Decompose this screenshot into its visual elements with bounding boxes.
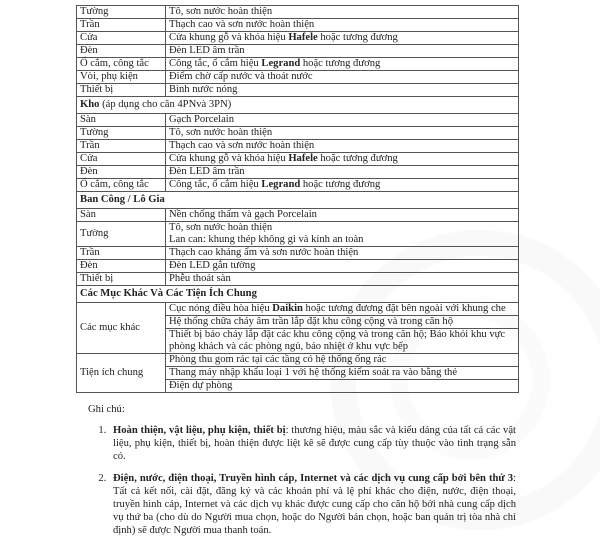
row-label: Sàn (77, 114, 166, 127)
row-label: Đèn (77, 260, 166, 273)
cell-value-text: hoặc tương đương (300, 179, 381, 190)
cell-value-line: Gạch Porcelain (169, 114, 235, 125)
table-row (77, 127, 519, 140)
row-label: Ổ cắm, công tắc (77, 58, 166, 71)
brand-name: Legrand (261, 58, 301, 69)
cell-value-text: hoặc tương đương (317, 153, 398, 164)
section-title: Kho (80, 99, 100, 110)
section-header-row (77, 192, 519, 209)
row-value (166, 32, 519, 45)
row-value (166, 71, 519, 84)
table-row (77, 58, 519, 71)
table-row (77, 71, 519, 84)
cell-value-text: Công tắc, ổ cắm hiệu (169, 58, 262, 69)
row-label: Ổ cắm, công tắc (77, 179, 166, 192)
row-label: Tiện ích chung (77, 354, 166, 393)
table-row (77, 303, 519, 316)
row-value (166, 222, 519, 247)
table-row (77, 6, 519, 19)
table-row (77, 260, 519, 273)
cell-value-text: hoặc tương đương đặt bên ngoài với khung che (302, 303, 506, 314)
row-value (166, 247, 519, 260)
cell-value-line: Thạch cao và sơn nước hoàn thiện (169, 140, 315, 151)
row-value (166, 19, 519, 32)
row-value (166, 329, 519, 354)
row-value (166, 140, 519, 153)
row-label: Vòi, phụ kiện (77, 71, 166, 84)
row-label: Sàn (77, 209, 166, 222)
cell-value-line: Bình nước nóng (169, 84, 238, 95)
row-label: Trần (77, 247, 166, 260)
cell-value-text: Phòng thu gom rác tại các tầng có hệ thống ống rác (169, 354, 387, 365)
notes-title: Ghi chú: (88, 404, 125, 415)
row-value (166, 179, 519, 192)
cell-value-line: Tô, sơn nước hoàn thiện (169, 6, 273, 17)
note-heading: Điện, nước, điện thoại, Truyền hình cáp, Internet và các dịch vụ cung cấp bởi bên thứ 3 (113, 473, 514, 484)
section-header-row (77, 97, 519, 114)
table-row (77, 179, 519, 192)
brand-name: Legrand (261, 179, 301, 190)
cell-value-text: Thiết bị báo cháy lắp đặt các khu công cộng và trong căn hộ; Báo khói khu vực phòng khách và các phòng ngủ, báo nhiệt ở khu vực bếp (169, 329, 506, 352)
row-value (166, 316, 519, 329)
section-header (77, 192, 519, 209)
row-label: Cửa (77, 153, 166, 166)
row-value (166, 303, 519, 316)
row-label: Thiết bị (77, 273, 166, 286)
row-label: Cửa (77, 32, 166, 45)
brand-name: Hafele (288, 32, 318, 43)
row-value (166, 209, 519, 222)
table-row (77, 32, 519, 45)
table-row (77, 354, 519, 367)
row-label: Trần (77, 140, 166, 153)
row-label: Thiết bị (77, 84, 166, 97)
table-row (77, 273, 519, 286)
table-row (77, 247, 519, 260)
notes-list (88, 424, 516, 537)
cell-value-line: Đèn LED gắn tường (169, 260, 256, 271)
row-value (166, 127, 519, 140)
cell-value-text: Cục nóng điều hòa hiệu (169, 303, 273, 314)
cell-value-text: hoặc tương đương (317, 32, 398, 43)
cell-value-line: Tô, sơn nước hoàn thiện (169, 222, 273, 233)
row-label: Các mục khác (77, 303, 166, 354)
cell-value-line: Tô, sơn nước hoàn thiện (169, 127, 273, 138)
section-subtitle: (áp dụng cho căn 4PNvà 3PN) (99, 99, 232, 110)
row-label: Tường (77, 222, 166, 247)
cell-value-line: Thạch cao và sơn nước hoàn thiện (169, 19, 315, 30)
cell-value-text: Hệ thống chữa cháy âm trần lắp đặt khu công cộng và trong căn hộ (169, 316, 454, 327)
cell-value-line: Đèn LED âm trần (169, 166, 245, 177)
row-value (166, 166, 519, 179)
note-text: : Tất cả kết nối, cài đặt, đăng ký và các khoản phí và lệ phí khác cho điện, nước, điện thoại, truyền hình cáp, Internet và các dịch vụ khác được cung cấp cho căn hộ bởi nhà cung cấp dịch vụ thứ ba (cho dù do Người mua chọn, hoặc do Người bán chọn, hoặc ban quản trị tòa nhà chỉ định) sẽ được Người mua thanh toán. (113, 473, 516, 536)
row-value (166, 6, 519, 19)
cell-value-text: Thang máy nhập khẩu loại 1 với hệ thống kiểm soát ra vào bằng thẻ (169, 367, 458, 378)
table-row (77, 84, 519, 97)
section-header-row (77, 286, 519, 303)
table-row (77, 114, 519, 127)
section-header (77, 286, 519, 303)
row-value (166, 58, 519, 71)
row-value (166, 84, 519, 97)
table-row (77, 222, 519, 247)
section-title: Ban Công / Lô Gia (80, 194, 165, 205)
row-label: Trần (77, 19, 166, 32)
table-row (77, 19, 519, 32)
note-item (109, 472, 516, 537)
table-row (77, 153, 519, 166)
cell-value-line: Nền chống thấm và gạch Porcelain (169, 209, 317, 220)
brand-name: Daikin (272, 303, 303, 314)
row-value (166, 114, 519, 127)
table-row (77, 166, 519, 179)
cell-value-line: Lan can: khung thép không gỉ và kính an toàn (169, 234, 364, 245)
cell-value-line: Phễu thoát sàn (169, 273, 231, 284)
notes-section (88, 403, 516, 546)
section-header (77, 97, 519, 114)
row-value (166, 380, 519, 393)
table-row (77, 209, 519, 222)
row-label: Tường (77, 6, 166, 19)
row-value (166, 260, 519, 273)
row-value (166, 367, 519, 380)
row-value (166, 45, 519, 58)
cell-value-text: hoặc tương đương (300, 58, 381, 69)
note-heading: Hoàn thiện, vật liệu, phụ kiện, thiết bị (113, 425, 286, 436)
note-item (109, 424, 516, 463)
row-value (166, 153, 519, 166)
table-row (77, 45, 519, 58)
cell-value-line: Thạch cao kháng ẩm và sơn nước hoàn thiện (169, 247, 359, 258)
cell-value-text: Điện dự phòng (169, 380, 233, 391)
cell-value-text: Cửa khung gỗ và khóa hiệu (169, 32, 289, 43)
note-text: : thương hiệu, màu sắc và kiểu dáng của tất cả các vật liệu, phụ kiện, thiết bị, hoàn thiện được liệt kê sẽ được cung cấp tùy thuộc vào tình trạng sẵn có. (113, 425, 516, 462)
row-value (166, 354, 519, 367)
brand-name: Hafele (288, 153, 318, 164)
table-row (77, 140, 519, 153)
specification-table (76, 5, 519, 393)
row-label: Tường (77, 127, 166, 140)
cell-value-line: Điểm chờ cấp nước và thoát nước (169, 71, 313, 82)
cell-value-line: Đèn LED âm trần (169, 45, 245, 56)
row-label: Đèn (77, 166, 166, 179)
row-label: Đèn (77, 45, 166, 58)
section-title: Các Mục Khác Và Các Tiện Ích Chung (80, 288, 257, 299)
cell-value-text: Cửa khung gỗ và khóa hiệu (169, 153, 289, 164)
row-value (166, 273, 519, 286)
cell-value-text: Công tắc, ổ cắm hiệu (169, 179, 262, 190)
